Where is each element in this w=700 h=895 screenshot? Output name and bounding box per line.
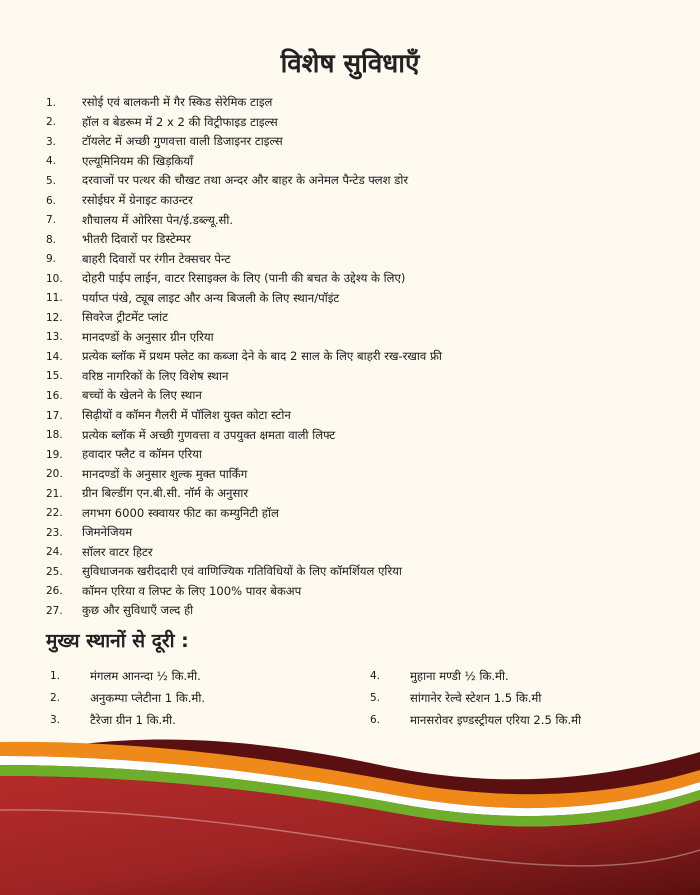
feature-number: 5. xyxy=(46,174,57,187)
distance-text: सांगानेर रेल्वे स्टेशन 1.5 कि.मी xyxy=(410,690,542,705)
feature-number: 6. xyxy=(46,194,57,207)
feature-item xyxy=(46,367,442,387)
distance-number: 3. xyxy=(50,714,61,726)
feature-text: सॉलर वाटर हिटर xyxy=(82,544,153,559)
feature-number: 21. xyxy=(46,487,63,500)
feature-text: कॉमन एरिया व लिफ्ट के लिए 100% पावर बेकअप xyxy=(82,583,302,598)
feature-number: 24. xyxy=(46,546,63,559)
feature-item xyxy=(46,503,442,523)
distance-number: 5. xyxy=(370,692,381,704)
feature-item xyxy=(46,484,442,504)
decorative-wave-footer xyxy=(0,690,700,895)
feature-number: 11. xyxy=(46,292,63,305)
feature-item xyxy=(46,347,442,367)
feature-number: 2. xyxy=(46,116,57,129)
distance-item xyxy=(370,665,581,687)
feature-text: ग्रीन बिल्डींग एन.बी.सी. नॉर्म के अनुसार xyxy=(82,486,249,501)
page-title: विशेष सुविधाएँ xyxy=(280,49,420,79)
feature-text: पर्याप्त पंखे, ट्यूब लाइट और अन्य बिजली के लिए स्थान/पॉइंट xyxy=(82,290,340,305)
distance-text: टैरेजा ग्रीन 1 कि.मी. xyxy=(90,712,176,727)
distance-number: 4. xyxy=(370,670,381,682)
feature-number: 8. xyxy=(46,233,57,246)
feature-number: 27. xyxy=(46,604,63,617)
feature-number: 1. xyxy=(46,96,57,109)
feature-item xyxy=(46,601,442,621)
feature-number: 17. xyxy=(46,409,63,422)
feature-item xyxy=(46,406,442,426)
feature-text: भीतरी दिवारों पर डिस्टेम्पर xyxy=(82,232,191,247)
feature-text: सुविधाजनक खरीददारी एवं वाणिज्यिक गतिविधियों के लिए कॉमर्शियल एरिया xyxy=(82,564,402,579)
feature-text: सिवरेज ट्रीटमेंट प्लांट xyxy=(82,310,168,325)
feature-text: कुछ और सुविधाएँ जल्द ही xyxy=(82,603,194,618)
feature-number: 23. xyxy=(46,526,63,539)
feature-number: 13. xyxy=(46,331,63,344)
feature-text: रसोई एवं बालकनी में गैर स्किड सेरेमिक टाइल xyxy=(82,95,273,110)
feature-text: प्रत्येक ब्लॉक में प्रथम फ्लेट का कब्जा देने के बाद 2 साल के लिए बाहरी रख-रखाव फ्री xyxy=(82,349,442,364)
feature-number: 9. xyxy=(46,253,57,266)
feature-text: हॉल व बेडरूम में 2 x 2 की विट्रीफाइड टाइल्स xyxy=(82,114,278,129)
feature-text: टॉयलेट में अच्छी गुणवत्ता वाली डिजाइनर टाइल्स xyxy=(82,134,283,149)
feature-number: 15. xyxy=(46,370,63,383)
feature-text: प्रत्येक ब्लॉक में अच्छी गुणवत्ता व उपयुक्त क्षमता वाली लिफ्ट xyxy=(82,427,336,442)
feature-item xyxy=(46,464,442,484)
distances-heading: मुख्य स्थानों से दूरी : xyxy=(46,630,189,652)
feature-text: वरिष्ठ नागरिकों के लिए विशेष स्थान xyxy=(82,368,229,383)
feature-item xyxy=(46,113,442,133)
feature-number: 26. xyxy=(46,585,63,598)
feature-item xyxy=(46,543,442,563)
feature-number: 20. xyxy=(46,468,63,481)
feature-text: बाहरी दिवारों पर रंगीन टेक्सचर पेन्ट xyxy=(82,251,231,266)
feature-item xyxy=(46,171,442,191)
feature-text: दोहरी पाईप लाईन, वाटर रिसाइक्ल के लिए (पानी की बचत के उद्देश्य के लिए) xyxy=(82,271,406,286)
distance-number: 6. xyxy=(370,714,381,726)
feature-text: शौचालय में ओरिसा पेन/ई.डब्ल्यू.सी. xyxy=(82,212,234,227)
feature-item xyxy=(46,269,442,289)
feature-item xyxy=(46,328,442,348)
feature-text: जिमनेजियम xyxy=(82,525,133,540)
feature-item xyxy=(46,93,442,113)
feature-text: रसोईघर में ग्रेनाइट काउन्टर xyxy=(82,193,193,207)
feature-number: 12. xyxy=(46,311,63,324)
feature-number: 25. xyxy=(46,565,63,578)
feature-item xyxy=(46,132,442,152)
distance-text: मुहाना मण्डी ½ कि.मी. xyxy=(410,668,509,683)
distance-number: 1. xyxy=(50,670,61,682)
feature-text: दरवाजों पर पत्थर की चौखट तथा अन्दर और बाहर के अनेमल पैन्टेड फ्लश डोर xyxy=(82,173,409,188)
feature-item xyxy=(46,152,442,172)
feature-item xyxy=(46,308,442,328)
distance-item xyxy=(50,665,205,687)
feature-number: 22. xyxy=(46,507,63,520)
feature-number: 14. xyxy=(46,350,63,363)
feature-text: सिढ़ीयों व कॉमन गैलरी में पॉलिश युक्त कोटा स्टोन xyxy=(82,408,291,423)
feature-number: 7. xyxy=(46,214,57,227)
feature-item xyxy=(46,582,442,602)
feature-item xyxy=(46,562,442,582)
feature-text: बच्चों के खेलने के लिए स्थान xyxy=(82,388,202,403)
feature-item xyxy=(46,425,442,445)
feature-number: 4. xyxy=(46,155,57,168)
feature-number: 3. xyxy=(46,135,57,148)
feature-item xyxy=(46,191,442,211)
feature-number: 16. xyxy=(46,389,63,402)
feature-text: हवादार फ्लैट व कॉमन एरिया xyxy=(82,447,202,462)
feature-item xyxy=(46,445,442,465)
feature-item xyxy=(46,249,442,269)
distance-text: मंगलम आनन्दा ½ कि.मी. xyxy=(90,668,201,683)
feature-item xyxy=(46,386,442,406)
feature-text: लगभग 6000 स्क्वायर फीट का कम्युनिटी हॉल xyxy=(82,505,279,520)
feature-text: एल्यूमिनियम की खिड़कियाँ xyxy=(82,153,194,168)
feature-item xyxy=(46,210,442,230)
feature-item xyxy=(46,523,442,543)
distance-text: मानसरोवर इण्डस्ट्रीयल एरिया 2.5 कि.मी xyxy=(410,712,582,727)
feature-list xyxy=(46,93,442,621)
feature-item xyxy=(46,230,442,250)
feature-text: मानदण्डों के अनुसार शुल्क मुक्त पार्किंग xyxy=(82,466,248,481)
distance-number: 2. xyxy=(50,692,61,704)
feature-number: 19. xyxy=(46,448,63,461)
feature-text: मानदण्डों के अनुसार ग्रीन एरिया xyxy=(82,329,214,344)
feature-item xyxy=(46,288,442,308)
feature-number: 18. xyxy=(46,429,63,442)
feature-number: 10. xyxy=(46,272,63,285)
distance-text: अनुकम्पा प्लेटीना 1 कि.मी. xyxy=(90,690,206,705)
